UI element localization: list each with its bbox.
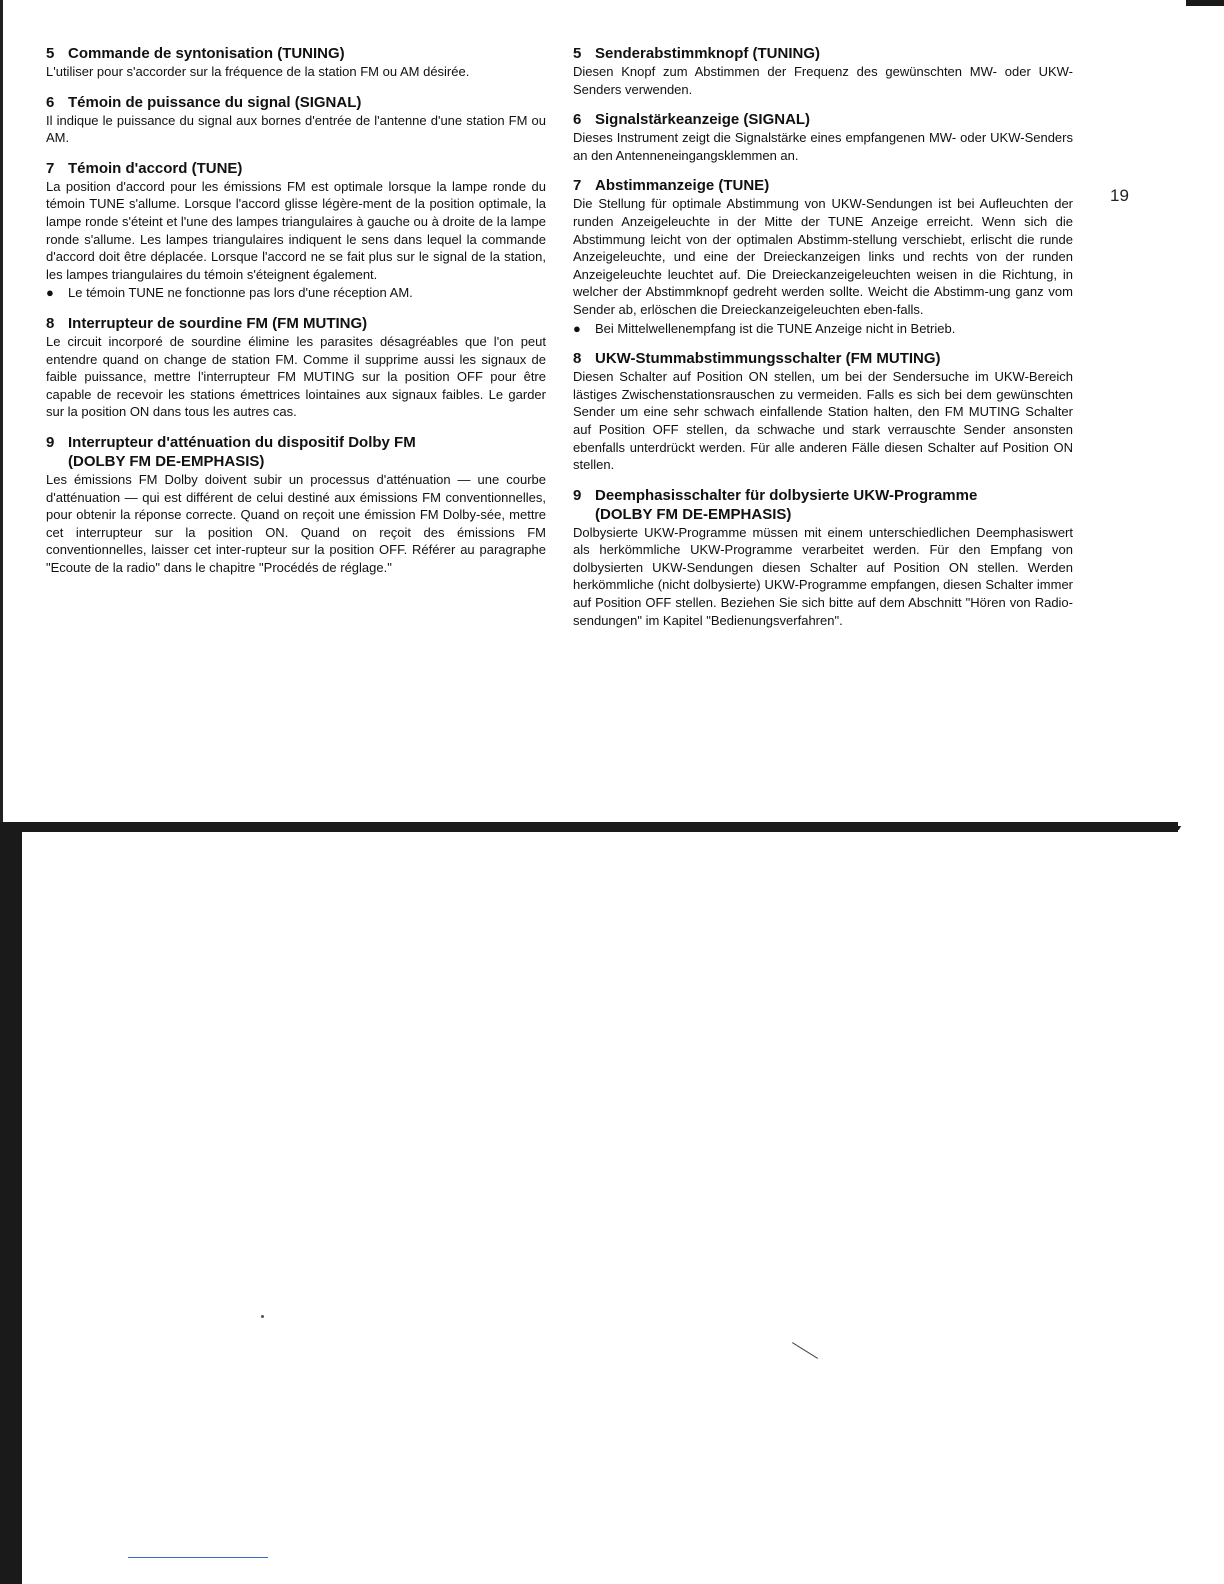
section-number: 7 xyxy=(46,159,55,177)
section-body: L'utiliser pour s'accorder sur la fréquence de la station FM ou AM désirée. xyxy=(46,64,470,79)
section-title: Abstimmanzeige (TUNE) xyxy=(595,177,770,195)
section-number: 5 xyxy=(46,45,55,62)
section-number: 6 xyxy=(46,93,55,111)
section-number: 8 xyxy=(46,314,55,332)
section-title: Signalstärkeanzeige (SIGNAL) xyxy=(595,111,811,129)
page-edge-tail xyxy=(1149,826,1181,830)
section-title: Interrupteur de sourdine FM (FM MUTING) xyxy=(68,314,368,332)
de-section-dolby xyxy=(573,486,1073,630)
bullet-icon: ● xyxy=(573,320,581,336)
fr-section-tuning xyxy=(46,44,546,81)
section-title-block xyxy=(595,486,1073,524)
section-body: Diesen Knopf zum Abstimmen der Frequenz des gewünschten MW- oder UKW-Senders verwenden. xyxy=(573,64,1073,97)
section-body: Dieses Instrument zeigt die Signalstärke eines empfangenen MW- oder UKW-Senders an den Antenneneingangsklemmen an. xyxy=(573,130,1073,163)
fr-section-tune xyxy=(46,159,546,302)
section-title: Senderabstimmknopf (TUNING) xyxy=(595,45,821,62)
section-heading xyxy=(573,176,1073,195)
section-title: Témoin de puissance du signal (SIGNAL) xyxy=(68,93,362,111)
bullet-text: Le témoin TUNE ne fonctionne pas lors d'une réception AM. xyxy=(68,285,413,301)
french-column xyxy=(46,44,546,588)
bullet-icon: ● xyxy=(46,285,54,301)
section-title-cont: (DOLBY FM DE-EMPHASIS) xyxy=(595,505,792,523)
scan-border xyxy=(0,832,22,1584)
de-section-muting xyxy=(573,349,1073,474)
page-left-edge xyxy=(0,0,3,832)
section-heading xyxy=(573,110,1073,129)
section-number: 8 xyxy=(573,350,582,368)
section-heading xyxy=(46,44,546,63)
section-heading xyxy=(46,314,546,333)
section-title-cont: (DOLBY FM DE-EMPHASIS) xyxy=(68,452,265,470)
corner-mark xyxy=(1186,0,1224,6)
section-title: UKW-Stummabstimmungsschalter (FM MUTING) xyxy=(595,350,941,368)
fr-section-signal xyxy=(46,93,546,147)
section-number: 9 xyxy=(573,486,582,504)
section-body: Il indique le puissance du signal aux bornes d'entrée de l'antenne d'une station FM ou AM. xyxy=(46,112,546,146)
section-body: La position d'accord pour les émissions FM est optimale lorsque la lampe ronde du témoin TUNE s'allume. Lorsque l'accord glisse légère-ment de la position optimale, la lampe ronde s'éteint et l'une des lampes triangulaires à gauche ou à droite de la lampe ronde s'allume. Les lampes triangulaires indiquent le sens dans lequel la commande d'accord doit être déplacée. Lorsque l'accord ne se fait plus sur le signal de la station, les lampes triangulaires du témoin s'éteignent également. xyxy=(46,178,546,282)
section-heading xyxy=(573,486,1073,524)
de-section-tuning xyxy=(573,44,1073,98)
bullet-text: Bei Mittelwellenempfang ist die TUNE Anzeige nicht in Betrieb. xyxy=(595,320,956,336)
section-number: 5 xyxy=(573,45,582,62)
section-heading xyxy=(46,433,546,471)
section-heading xyxy=(46,93,546,112)
section-body: Le circuit incorporé de sourdine élimine les parasites désagréables que l'on peut entendre quand on change de station FM. Comme il supprime aussi les signaux de faible puissance, mettre l'interrupteur FM MUTING sur la position OFF pour être capable de recevoir les stations émettrices lointaines aux signaux faibles. Le garder sur la position ON dans tous les autres cas. xyxy=(46,333,546,420)
section-body: Diesen Schalter auf Position ON stellen, um bei der Sendersuche im UKW-Bereich lästiges Zwischenstationsrauschen zu vermeiden. Falls es sich bei dem gewünschten Sender um eine sehr schwach einfallende Station halten, den FM MUTING Schalter auf Position OFF stellen, da schwache und stark verrauschte Sender ansonsten ebenfalls unterdrückt werden. Für alle anderen Fälle diesen Schalter auf Position ON stellen. xyxy=(573,369,1073,473)
german-column xyxy=(573,44,1073,641)
de-section-signal xyxy=(573,110,1073,164)
footer-rule xyxy=(128,1557,268,1558)
section-number: 7 xyxy=(573,177,582,195)
scan-mark xyxy=(792,1342,818,1359)
section-title: Interrupteur d'atténuation du dispositif Dolby FM xyxy=(68,433,416,451)
section-body: Die Stellung für optimale Abstimmung von UKW-Sendungen ist bei Aufleuchten der runden Anzeigeleuchte in der Mitte der TUNE Anzeige erreicht. Wenn sich die Abstimmung leicht von der optimalen Abstimm-stellung verschiebt, erlischt die runde Anzeigeleuchte, und eine der Dreieckanzeigen links und rechts von der runden Anzeigeleuchte leuchtet auf. Die Dreieckanzeigeleuchten weisen in die Richtung, in welcher der Abstimmknopf gedreht werden sollte. Weicht die Abstimm-ung ganz vom Sender ab, erlöschen die Dreieckanzeigeleuchten eben-falls. xyxy=(573,196,1073,317)
section-title: Commande de syntonisation (TUNING) xyxy=(68,45,345,62)
page-number: 19 xyxy=(1110,186,1129,205)
fr-section-dolby xyxy=(46,433,546,577)
section-body: Les émissions FM Dolby doivent subir un processus d'atténuation — une courbe d'atténuation — qui est différent de celui destiné aux émissions FM conventionnelles, pour obtenir la réponse correcte. Quand on reçoit une émission FM Dolby-sée, mettre cet interrupteur sur la position ON. Quand on reçoit des émissions FM conventionnelles, laisser cet inter-rupteur sur la position OFF. Référer au paragraphe "Ecoute de la radio" dans le chapitre "Procédés de réglage." xyxy=(46,471,546,575)
bullet-note xyxy=(573,320,1073,338)
section-number: 9 xyxy=(46,433,55,451)
section-heading xyxy=(46,159,546,178)
de-section-tune xyxy=(573,176,1073,337)
fr-section-muting xyxy=(46,314,546,421)
section-title: Deemphasisschalter für dolbysierte UKW-Programme xyxy=(595,486,978,504)
section-number: 6 xyxy=(573,111,582,129)
section-heading xyxy=(573,349,1073,368)
section-heading xyxy=(573,44,1073,63)
section-title-block xyxy=(68,433,546,471)
section-body: Dolbysierte UKW-Programme müssen mit einem unterschiedlichen Deemphasiswert als herkömmliche UKW-Programme verarbeitet werden. Für den Empfang von dolbysierten UKW-Sendungen diesen Schalter auf Position ON stellen. Werden herkömmliche (nicht dolbysierte) UKW-Programme empfangen, diesen Schalter immer auf Position OFF stellen. Beziehen Sie sich bitte auf dem Abschnitt "Hören von Radio-sendungen" im Kapitel "Bedienungsverfahren". xyxy=(573,524,1073,628)
scan-speck xyxy=(261,1315,264,1318)
page-bottom-edge xyxy=(0,822,1178,832)
section-title: Témoin d'accord (TUNE) xyxy=(68,159,243,177)
bullet-note xyxy=(46,284,546,302)
